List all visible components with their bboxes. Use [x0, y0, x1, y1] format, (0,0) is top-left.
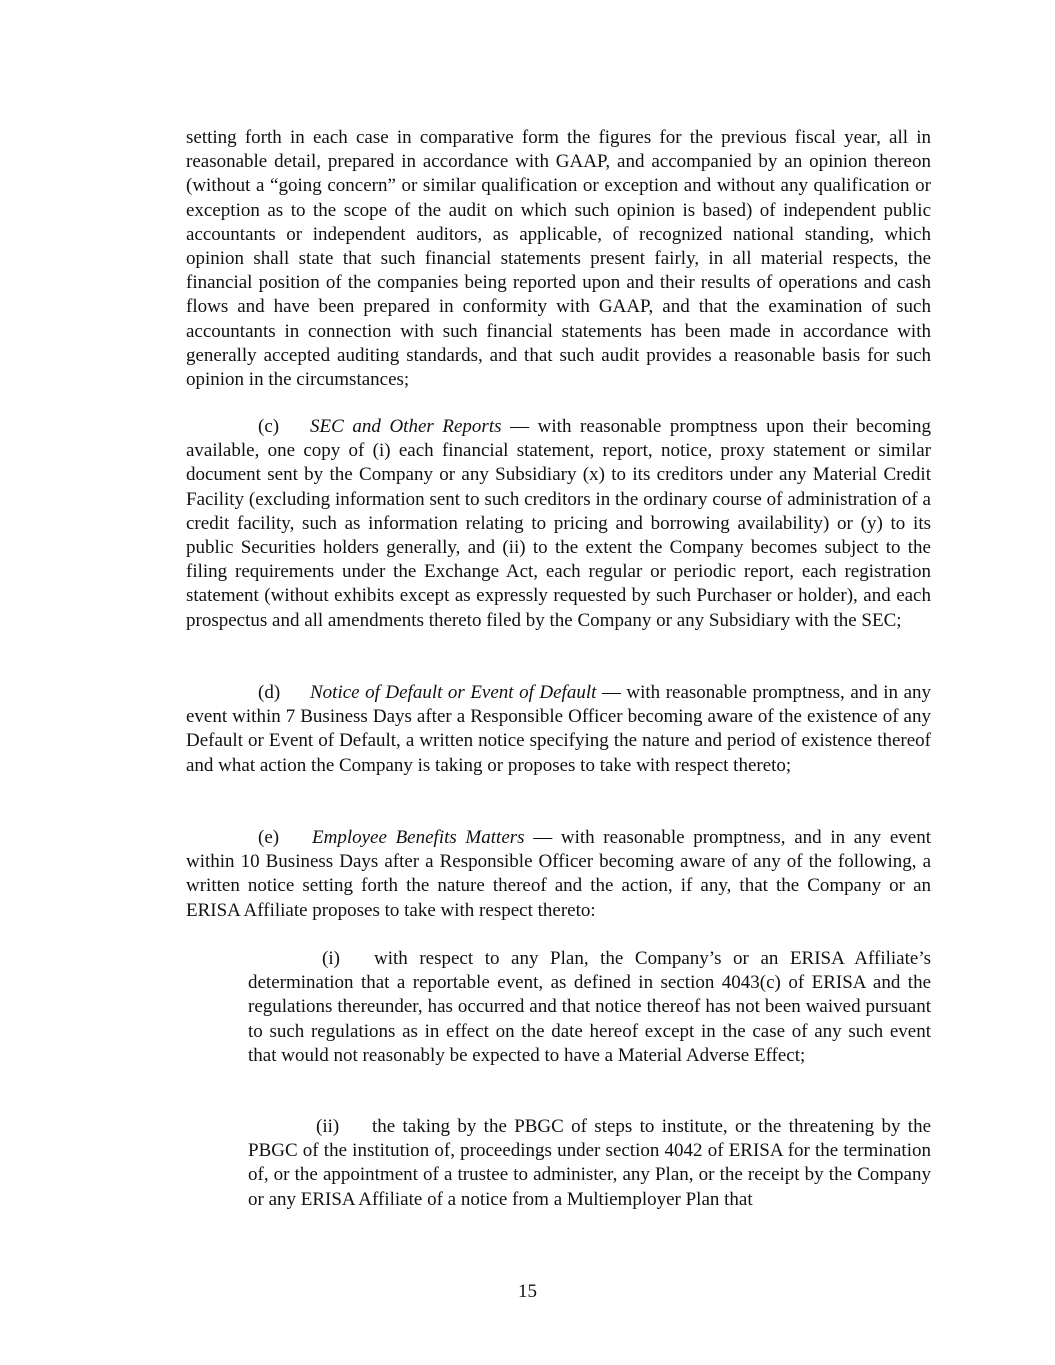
paragraph-d	[186, 681, 931, 778]
paragraph-e-heading: Employee Benefits Matters	[312, 827, 525, 848]
page-number: 15	[518, 1281, 537, 1302]
paragraph-e-label: (e)	[258, 827, 280, 848]
paragraph-c-heading: SEC and Other Reports	[310, 416, 502, 437]
paragraph-e-i	[248, 947, 931, 1068]
paragraph-e-ii-body: the taking by the PBGC of steps to institute, or the threatening by the PBGC of the institution of, proceedings under section 4042 of ERISA for the termination of, or the appointment of a trustee to administer, any Plan, or the receipt by the Company or any ERISA Affiliate of a notice from a Multiemployer Plan that	[248, 1116, 931, 1210]
paragraph-c-label: (c)	[258, 416, 280, 437]
paragraph-e	[186, 826, 931, 923]
paragraph-d-heading: Notice of Default or Event of Default	[310, 682, 597, 703]
paragraph-d-body: — with reasonable promptness, and in any event within 7 Business Days after a Responsible Officer becoming aware of the existence of any Default or Event of Default, a written notice specifying the nature and period of existence thereof and what action the Company is taking or proposes to take with respect thereto;	[186, 682, 931, 776]
paragraph-e-body: — with reasonable promptness, and in any event within 10 Business Days after a Responsible Officer becoming aware of any of the following, a written notice setting forth the nature thereof and the action, if any, that the Company or an ERISA Affiliate proposes to take with respect thereto:	[186, 827, 931, 921]
paragraph-c	[186, 415, 931, 633]
paragraph-c-body: — with reasonable promptness upon their becoming available, one copy of (i) each financial statement, report, notice, proxy statement or similar document sent by the Company or any Subsidiary (x) to its creditors under any Material Credit Facility (excluding information sent to such creditors in the ordinary course of administration of a credit facility, such as information relating to pricing and borrowing availability) or (y) to its public Securities holders generally, and (ii) to the extent the Company becomes subject to the filing requirements under the Exchange Act, each regular or periodic report, each registration statement (without exhibits except as expressly requested by such Purchaser or holder), and each prospectus and all amendments thereto filed by the Company or any Subsidiary with the SEC;	[186, 416, 932, 631]
paragraph-continuation-text: setting forth in each case in comparative form the figures for the previous fiscal year, all in reasonable detail, prepared in accordance with GAAP, and accompanied by an opinion thereon (without a “going concern” or similar qualification or exception and without any qualification or exception as to the scope of the audit on which such opinion is based) of independent public accountants or independent auditors, as applicable, of recognized national standing, which opinion shall state that such financial statements present fairly, in all material respects, the financial position of the companies being reported upon and their results of operations and cash flows and have been prepared in conformity with GAAP, and that the examination of such accountants in connection with such financial statements has been made in accordance with generally accepted auditing standards, and that such audit provides a reasonable basis for such opinion in the circumstances;	[186, 127, 931, 391]
paragraph-d-label: (d)	[258, 682, 281, 703]
paragraph-e-i-body: with respect to any Plan, the Company’s or an ERISA Affiliate’s determination that a reportable event, as defined in section 4043(c) of ERISA and the regulations thereunder, has occurred and that notice thereof has not been waived pursuant to such regulations as in effect on the date hereof except in the case of any such event that would not reasonably be expected to have a Material Adverse Effect;	[248, 948, 931, 1066]
paragraph-e-ii-label: (ii)	[316, 1116, 340, 1137]
paragraph-e-i-label: (i)	[322, 948, 340, 969]
paragraph-continuation	[186, 126, 931, 392]
paragraph-e-ii	[248, 1115, 931, 1212]
